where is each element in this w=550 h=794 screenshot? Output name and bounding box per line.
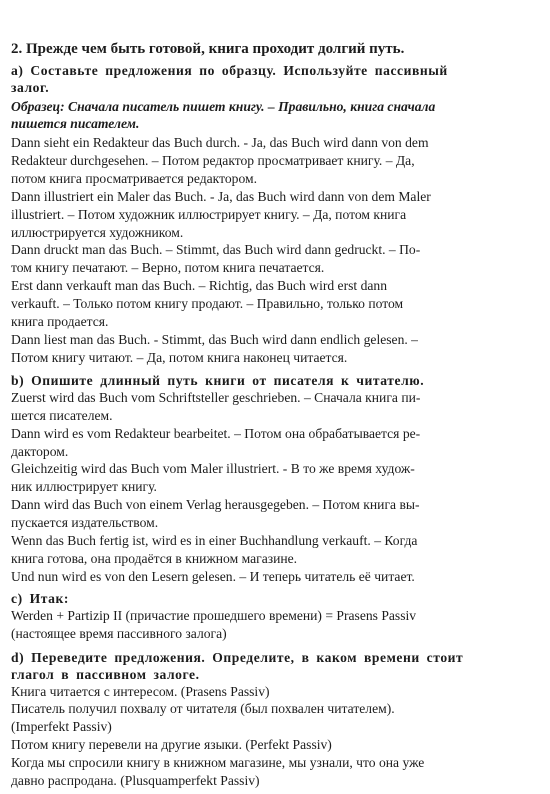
text-line: Dann illustriert ein Maler das Buch. - Ja, das Buch wird dann von dem Maler: [11, 188, 431, 204]
text-line: verkauft. – Только потом книгу продают. – Правильно, только потом: [11, 296, 404, 312]
text-line: книга продается.: [11, 314, 109, 330]
text-line: пускается издательством.: [11, 515, 159, 531]
example-line-2: пишется писателем.: [11, 116, 140, 131]
text-line: Erst dann verkauft man das Buch. – Richtig, das Buch wird erst dann: [11, 278, 388, 294]
text-line: Dann sieht ein Redakteur das Buch durch. - Ja, das Buch wird dann von dem: [11, 135, 429, 150]
text-line: давно распродана. (Plusquamperfekt Passiv): [11, 773, 260, 789]
text-line: ник иллюстрирует книгу.: [11, 479, 157, 495]
text-line: Dann wird es vom Redakteur bearbeitet. – Потом она обрабатывается ре-: [11, 425, 421, 441]
text-line: Dann druckt man das Buch. – Stimmt, das Buch wird dann gedruckt. – По-: [11, 242, 421, 258]
text-line: шется писателем.: [11, 407, 113, 423]
section-a: [11, 62, 534, 367]
text-line: (настоящее время пассивного залога): [11, 625, 227, 641]
text-line: Wenn das Buch fertig ist, wird es in einer Buchhandlung verkauft. – Когда: [11, 533, 418, 549]
text-line: Потом книгу перевели на другие языки. (Perfekt Passiv): [11, 737, 332, 753]
text-line: illustriert. – Потом художник иллюстрирует книгу. – Да, потом книга: [11, 206, 407, 222]
text-line: Потом книгу читают. – Да, потом книга наконец читается.: [11, 349, 348, 365]
text-line: Dann wird das Buch von einem Verlag herausgegeben. – Потом книга вы-: [11, 497, 420, 513]
text-line: Dann liest man das Buch. - Stimmt, das Buch wird dann endlich gelesen. –: [11, 331, 418, 347]
text-line: Redakteur durchgesehen. – Потом редактор просматривает книгу. – Да,: [11, 152, 415, 168]
text-line: дактором.: [11, 443, 69, 459]
example-line-1: Образец: Сначала писатель пишет книгу. – Правильно, книга сначала: [11, 99, 436, 114]
section-d-heading-line-2: глагол в пассивном залоге.: [11, 666, 200, 682]
section-d-heading-line-1: d) Переведите предложения. Определите, в каком времени стоит: [11, 649, 464, 665]
text-line: Werden + Partizip II (причастие прошедшего времени) = Prasens Passiv: [11, 607, 417, 623]
text-line: Gleichzeitig wird das Buch vom Maler illustriert. - В то же время худож-: [11, 461, 415, 477]
text-line: Zuerst wird das Buch vom Schriftsteller geschrieben. – Сначала книга пи-: [11, 389, 421, 405]
section-c-heading: c) Итак:: [11, 590, 69, 606]
section-a-heading-line-2: залог.: [11, 80, 50, 95]
text-line: том книгу печатают. – Верно, потом книга печатается.: [11, 260, 325, 276]
text-line: (Imperfekt Passiv): [11, 719, 112, 735]
section-d: [11, 649, 534, 790]
text-line: Писатель получил похвалу от читателя (был похвален читателем).: [11, 701, 395, 717]
exercise-title: 2. Прежде чем быть готовой, книга проходит долгий путь.: [11, 41, 405, 57]
section-c: [11, 590, 534, 643]
text-line: потом книга просматривается редактором.: [11, 170, 257, 186]
section-b-heading: b) Опишите длинный путь книги от писателя к читателю.: [11, 372, 425, 388]
text-line: Когда мы спросили книгу в книжном магазине, мы узнали, что она уже: [11, 755, 425, 771]
text-line: книга готова, она продаётся в книжном магазине.: [11, 550, 298, 566]
section-a-heading-line-1: а) Составьте предложения по образцу. Используйте пассивный: [11, 63, 448, 78]
text-line: Und nun wird es von den Lesern gelesen. – И теперь читатель её читает.: [11, 568, 415, 584]
text-line: Книга читается с интересом. (Prasens Passiv): [11, 683, 270, 699]
section-b: [11, 372, 534, 586]
text-line: иллюстрируется художником.: [11, 224, 184, 240]
